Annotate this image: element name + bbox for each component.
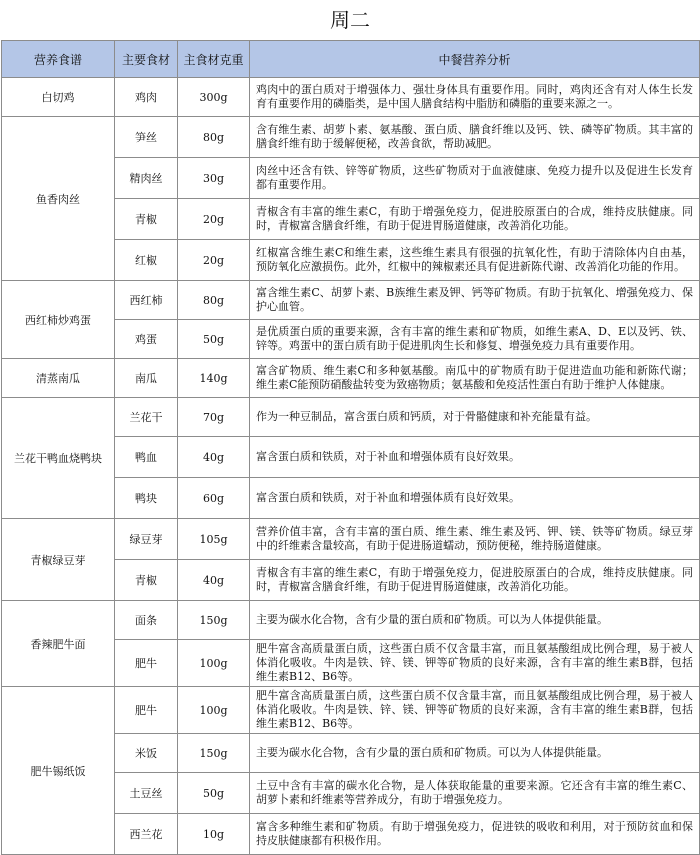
weight-cell: 80g (178, 117, 250, 158)
recipe-name: 白切鸡 (2, 78, 115, 117)
weight-cell: 105g (178, 519, 250, 560)
analysis-cell: 富含矿物质、维生素C和多种氨基酸。南瓜中的矿物质有助于促进造血功能和新陈代谢；维生素C能预防硝酸盐转变为致癌物质；氨基酸和免疫活性蛋白有助于维护人体健康。 (250, 359, 700, 398)
ingredient-cell: 鸭血 (115, 437, 178, 478)
weight-cell: 30g (178, 158, 250, 199)
table-row (2, 687, 700, 734)
weight-cell: 50g (178, 773, 250, 814)
analysis-cell: 鸡肉中的蛋白质对于增强体力、强壮身体具有重要作用。同时，鸡肉还含有对人体生长发育有重要作用的磷脂类，是中国人膳食结构中脂肪和磷脂的重要来源之一。 (250, 78, 700, 117)
weight-cell: 40g (178, 560, 250, 601)
analysis-cell: 富含蛋白质和铁质，对于补血和增强体质有良好效果。 (250, 478, 700, 519)
ingredient-cell: 笋丝 (115, 117, 178, 158)
weight-cell: 20g (178, 199, 250, 240)
analysis-cell: 青椒含有丰富的维生素C，有助于增强免疫力，促进胶原蛋白的合成，维持皮肤健康。同时，青椒富含膳食纤维，有助于促进胃肠道健康，改善消化功能。 (250, 199, 700, 240)
weight-cell: 10g (178, 814, 250, 855)
weight-cell: 150g (178, 601, 250, 640)
analysis-cell: 含有维生素、胡萝卜素、氨基酸、蛋白质、膳食纤维以及钙、铁、磷等矿物质。其丰富的膳食纤维有助于缓解便秘，改善食欲，帮助减肥。 (250, 117, 700, 158)
analysis-cell: 肥牛富含高质量蛋白质，这些蛋白质不仅含量丰富，而且氨基酸组成比例合理，易于被人体消化吸收。牛肉是铁、锌、镁、钾等矿物质的良好来源，含有丰富的维生素B群，包括维生素B12、B6等。 (250, 687, 700, 734)
recipe-name: 香辣肥牛面 (2, 601, 115, 687)
ingredient-cell: 土豆丝 (115, 773, 178, 814)
ingredient-cell: 米饭 (115, 734, 178, 773)
analysis-cell: 是优质蛋白质的重要来源，含有丰富的维生素和矿物质，如维生素A、D、E以及钙、铁、锌等。鸡蛋中的蛋白质有助于促进肌肉生长和修复、增强免疫力具有重要作用。 (250, 320, 700, 359)
analysis-cell: 红椒富含维生素C和维生素，这些维生素具有很强的抗氧化性，有助于清除体内自由基，预防氧化应激损伤。此外，红椒中的辣椒素还具有促进新陈代谢、改善消化功能的作用。 (250, 240, 700, 281)
table-row (2, 281, 700, 320)
ingredient-cell: 肥牛 (115, 687, 178, 734)
analysis-cell: 作为一种豆制品，富含蛋白质和钙质，对于骨骼健康和补充能量有益。 (250, 398, 700, 437)
ingredient-cell: 绿豆芽 (115, 519, 178, 560)
analysis-cell: 富含维生素C、胡萝卜素、B族维生素及钾、钙等矿物质。有助于抗氧化、增强免疫力、保护心血管。 (250, 281, 700, 320)
weight-cell: 80g (178, 281, 250, 320)
weight-cell: 70g (178, 398, 250, 437)
analysis-cell: 营养价值丰富，含有丰富的蛋白质、维生素、维生素及钙、钾、镁、铁等矿物质。绿豆芽中的纤维素含量较高，有助于促进肠道蠕动，预防便秘，维持肠道健康。 (250, 519, 700, 560)
table-row (2, 359, 700, 398)
ingredient-cell: 面条 (115, 601, 178, 640)
analysis-cell: 富含蛋白质和铁质，对于补血和增强体质有良好效果。 (250, 437, 700, 478)
analysis-cell: 主要为碳水化合物，含有少量的蛋白质和矿物质。可以为人体提供能量。 (250, 601, 700, 640)
recipe-name: 兰花干鸭血烧鸭块 (2, 398, 115, 519)
header-recipe: 营养食谱 (2, 41, 115, 78)
table-row (2, 78, 700, 117)
page-title: 周二 (330, 8, 370, 32)
ingredient-cell: 兰花干 (115, 398, 178, 437)
weight-cell: 140g (178, 359, 250, 398)
table-row (2, 519, 700, 560)
ingredient-cell: 青椒 (115, 560, 178, 601)
weight-cell: 40g (178, 437, 250, 478)
analysis-cell: 肉丝中还含有铁、锌等矿物质，这些矿物质对于血液健康、免疫力提升以及促进生长发育都有重要作用。 (250, 158, 700, 199)
ingredient-cell: 肥牛 (115, 640, 178, 687)
table-row (2, 601, 700, 640)
weight-cell: 100g (178, 640, 250, 687)
recipe-name: 西红柿炒鸡蛋 (2, 281, 115, 359)
ingredient-cell: 青椒 (115, 199, 178, 240)
weight-cell: 150g (178, 734, 250, 773)
nutrition-table (1, 40, 700, 855)
analysis-cell: 肥牛富含高质量蛋白质，这些蛋白质不仅含量丰富，而且氨基酸组成比例合理，易于被人体消化吸收。牛肉是铁、锌、镁、钾等矿物质的良好来源，含有丰富的维生素B群，包括维生素B12、B6等。 (250, 640, 700, 687)
ingredient-cell: 鸡蛋 (115, 320, 178, 359)
ingredient-cell: 西兰花 (115, 814, 178, 855)
table-body (2, 78, 700, 855)
weight-cell: 50g (178, 320, 250, 359)
ingredient-cell: 西红柿 (115, 281, 178, 320)
analysis-cell: 主要为碳水化合物，含有少量的蛋白质和矿物质。可以为人体提供能量。 (250, 734, 700, 773)
header-row (2, 41, 700, 78)
weight-cell: 300g (178, 78, 250, 117)
header-ingredient: 主要食材 (115, 41, 178, 78)
ingredient-cell: 精肉丝 (115, 158, 178, 199)
analysis-cell: 富含多种维生素和矿物质。有助于增强免疫力，促进铁的吸收和利用，对于预防贫血和保持皮肤健康都有积极作用。 (250, 814, 700, 855)
table-row (2, 117, 700, 158)
recipe-name: 青椒绿豆芽 (2, 519, 115, 601)
recipe-name: 肥牛锡纸饭 (2, 687, 115, 855)
recipe-name: 清蒸南瓜 (2, 359, 115, 398)
weight-cell: 20g (178, 240, 250, 281)
recipe-name: 鱼香肉丝 (2, 117, 115, 281)
ingredient-cell: 鸡肉 (115, 78, 178, 117)
analysis-cell: 土豆中含有丰富的碳水化合物，是人体获取能量的重要来源。它还含有丰富的维生素C、胡萝卜素和纤维素等营养成分，有助于增强免疫力。 (250, 773, 700, 814)
ingredient-cell: 红椒 (115, 240, 178, 281)
weight-cell: 100g (178, 687, 250, 734)
ingredient-cell: 南瓜 (115, 359, 178, 398)
header-analysis: 中餐营养分析 (250, 41, 700, 78)
header-weight: 主食材克重 (178, 41, 250, 78)
weight-cell: 60g (178, 478, 250, 519)
table-row (2, 398, 700, 437)
ingredient-cell: 鸭块 (115, 478, 178, 519)
analysis-cell: 青椒含有丰富的维生素C，有助于增强免疫力，促进胶原蛋白的合成，维持皮肤健康。同时，青椒富含膳食纤维，有助于促进胃肠道健康，改善消化功能。 (250, 560, 700, 601)
